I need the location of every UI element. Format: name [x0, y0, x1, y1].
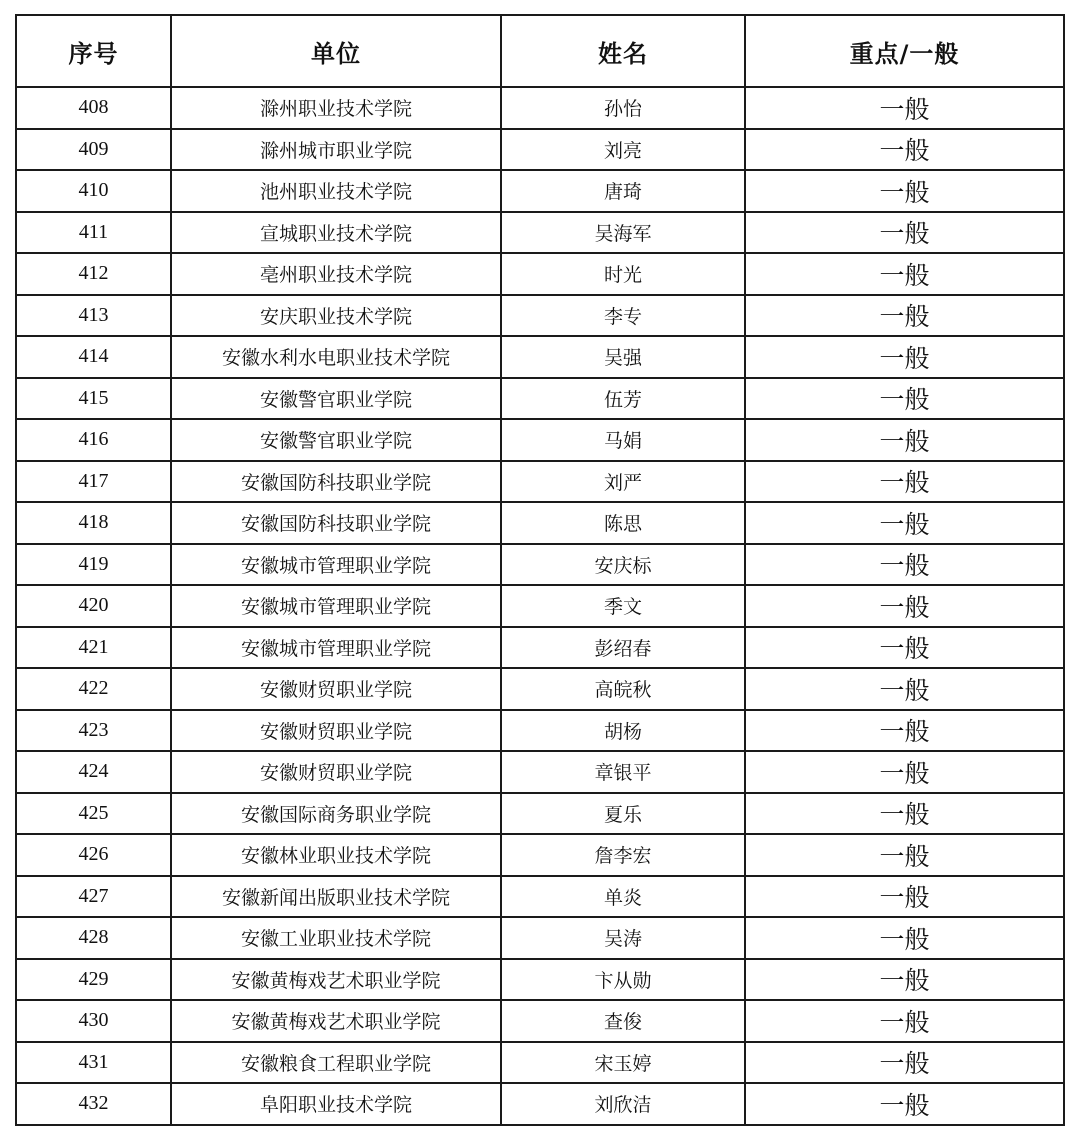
- cell-unit: 安徽粮食工程职业学院: [171, 1042, 501, 1084]
- table-row: [16, 751, 1064, 793]
- cell-name: 季文: [501, 585, 745, 627]
- table-row: [16, 959, 1064, 1001]
- cell-category: 一般: [745, 378, 1064, 420]
- table-row: [16, 585, 1064, 627]
- header-category: 重点/一般: [745, 15, 1064, 87]
- cell-category: 一般: [745, 129, 1064, 171]
- cell-category: 一般: [745, 710, 1064, 752]
- cell-unit: 安徽国防科技职业学院: [171, 502, 501, 544]
- cell-serial-number: 428: [16, 917, 171, 959]
- cell-category: 一般: [745, 917, 1064, 959]
- cell-unit: 阜阳职业技术学院: [171, 1083, 501, 1125]
- cell-name: 刘欣洁: [501, 1083, 745, 1125]
- cell-name: 马娟: [501, 419, 745, 461]
- table-row: [16, 378, 1064, 420]
- table-row: [16, 917, 1064, 959]
- cell-name: 孙怡: [501, 87, 745, 129]
- cell-category: 一般: [745, 502, 1064, 544]
- cell-name: 卞从勋: [501, 959, 745, 1001]
- cell-serial-number: 424: [16, 751, 171, 793]
- cell-category: 一般: [745, 461, 1064, 503]
- cell-serial-number: 427: [16, 876, 171, 918]
- cell-category: 一般: [745, 419, 1064, 461]
- cell-category: 一般: [745, 959, 1064, 1001]
- cell-serial-number: 423: [16, 710, 171, 752]
- cell-serial-number: 422: [16, 668, 171, 710]
- cell-name: 查俊: [501, 1000, 745, 1042]
- cell-category: 一般: [745, 751, 1064, 793]
- cell-name: 伍芳: [501, 378, 745, 420]
- table-row: [16, 627, 1064, 669]
- cell-unit: 安徽黄梅戏艺术职业学院: [171, 1000, 501, 1042]
- cell-category: 一般: [745, 212, 1064, 254]
- table-row: [16, 834, 1064, 876]
- cell-name: 时光: [501, 253, 745, 295]
- cell-category: 一般: [745, 627, 1064, 669]
- cell-serial-number: 410: [16, 170, 171, 212]
- cell-category: 一般: [745, 668, 1064, 710]
- cell-unit: 宣城职业技术学院: [171, 212, 501, 254]
- cell-name: 胡杨: [501, 710, 745, 752]
- cell-name: 吴涛: [501, 917, 745, 959]
- cell-serial-number: 418: [16, 502, 171, 544]
- cell-category: 一般: [745, 295, 1064, 337]
- table-row: [16, 1000, 1064, 1042]
- cell-serial-number: 411: [16, 212, 171, 254]
- cell-unit: 池州职业技术学院: [171, 170, 501, 212]
- cell-unit: 安徽新闻出版职业技术学院: [171, 876, 501, 918]
- cell-unit: 安徽财贸职业学院: [171, 751, 501, 793]
- cell-name: 宋玉婷: [501, 1042, 745, 1084]
- header-serial-number: 序号: [16, 15, 171, 87]
- cell-name: 彭绍春: [501, 627, 745, 669]
- cell-serial-number: 409: [16, 129, 171, 171]
- cell-serial-number: 417: [16, 461, 171, 503]
- header-unit: 单位: [171, 15, 501, 87]
- cell-serial-number: 412: [16, 253, 171, 295]
- cell-category: 一般: [745, 87, 1064, 129]
- cell-serial-number: 432: [16, 1083, 171, 1125]
- cell-name: 李专: [501, 295, 745, 337]
- cell-category: 一般: [745, 336, 1064, 378]
- cell-unit: 安徽警官职业学院: [171, 378, 501, 420]
- cell-unit: 滁州职业技术学院: [171, 87, 501, 129]
- table-row: [16, 710, 1064, 752]
- cell-name: 刘亮: [501, 129, 745, 171]
- cell-unit: 滁州城市职业学院: [171, 129, 501, 171]
- cell-unit: 安徽财贸职业学院: [171, 668, 501, 710]
- cell-serial-number: 408: [16, 87, 171, 129]
- cell-unit: 安徽警官职业学院: [171, 419, 501, 461]
- cell-category: 一般: [745, 1083, 1064, 1125]
- cell-name: 刘严: [501, 461, 745, 503]
- table-row: [16, 1042, 1064, 1084]
- cell-category: 一般: [745, 876, 1064, 918]
- cell-serial-number: 419: [16, 544, 171, 586]
- cell-serial-number: 430: [16, 1000, 171, 1042]
- cell-serial-number: 415: [16, 378, 171, 420]
- cell-category: 一般: [745, 1042, 1064, 1084]
- cell-name: 单炎: [501, 876, 745, 918]
- table-row: [16, 1083, 1064, 1125]
- table-body: [16, 87, 1064, 1125]
- cell-name: 詹李宏: [501, 834, 745, 876]
- cell-unit: 安徽城市管理职业学院: [171, 544, 501, 586]
- table-row: [16, 295, 1064, 337]
- table-row: [16, 170, 1064, 212]
- table-row: [16, 461, 1064, 503]
- cell-category: 一般: [745, 1000, 1064, 1042]
- cell-unit: 安徽工业职业技术学院: [171, 917, 501, 959]
- cell-category: 一般: [745, 793, 1064, 835]
- cell-category: 一般: [745, 253, 1064, 295]
- cell-name: 夏乐: [501, 793, 745, 835]
- cell-unit: 安徽林业职业技术学院: [171, 834, 501, 876]
- roster-table: [15, 14, 1065, 1126]
- cell-serial-number: 425: [16, 793, 171, 835]
- cell-serial-number: 421: [16, 627, 171, 669]
- cell-name: 吴强: [501, 336, 745, 378]
- cell-unit: 亳州职业技术学院: [171, 253, 501, 295]
- cell-serial-number: 416: [16, 419, 171, 461]
- table-row: [16, 544, 1064, 586]
- cell-serial-number: 431: [16, 1042, 171, 1084]
- cell-name: 吴海军: [501, 212, 745, 254]
- cell-name: 章银平: [501, 751, 745, 793]
- cell-name: 高皖秋: [501, 668, 745, 710]
- cell-unit: 安徽黄梅戏艺术职业学院: [171, 959, 501, 1001]
- cell-name: 陈思: [501, 502, 745, 544]
- table-row: [16, 336, 1064, 378]
- table-row: [16, 129, 1064, 171]
- table-row: [16, 87, 1064, 129]
- cell-name: 唐琦: [501, 170, 745, 212]
- cell-unit: 安徽财贸职业学院: [171, 710, 501, 752]
- cell-name: 安庆标: [501, 544, 745, 586]
- cell-serial-number: 414: [16, 336, 171, 378]
- cell-unit: 安徽国防科技职业学院: [171, 461, 501, 503]
- table-row: [16, 419, 1064, 461]
- cell-serial-number: 426: [16, 834, 171, 876]
- table-row: [16, 793, 1064, 835]
- cell-unit: 安徽城市管理职业学院: [171, 627, 501, 669]
- header-name: 姓名: [501, 15, 745, 87]
- cell-category: 一般: [745, 170, 1064, 212]
- table-row: [16, 212, 1064, 254]
- document-sheet: [15, 14, 1063, 1126]
- cell-unit: 安徽水利水电职业技术学院: [171, 336, 501, 378]
- table-row: [16, 502, 1064, 544]
- cell-serial-number: 413: [16, 295, 171, 337]
- table-row: [16, 876, 1064, 918]
- cell-category: 一般: [745, 585, 1064, 627]
- cell-unit: 安庆职业技术学院: [171, 295, 501, 337]
- table-header-row: [16, 15, 1064, 87]
- cell-category: 一般: [745, 834, 1064, 876]
- cell-unit: 安徽国际商务职业学院: [171, 793, 501, 835]
- cell-category: 一般: [745, 544, 1064, 586]
- cell-serial-number: 429: [16, 959, 171, 1001]
- table-row: [16, 253, 1064, 295]
- cell-unit: 安徽城市管理职业学院: [171, 585, 501, 627]
- table-row: [16, 668, 1064, 710]
- cell-serial-number: 420: [16, 585, 171, 627]
